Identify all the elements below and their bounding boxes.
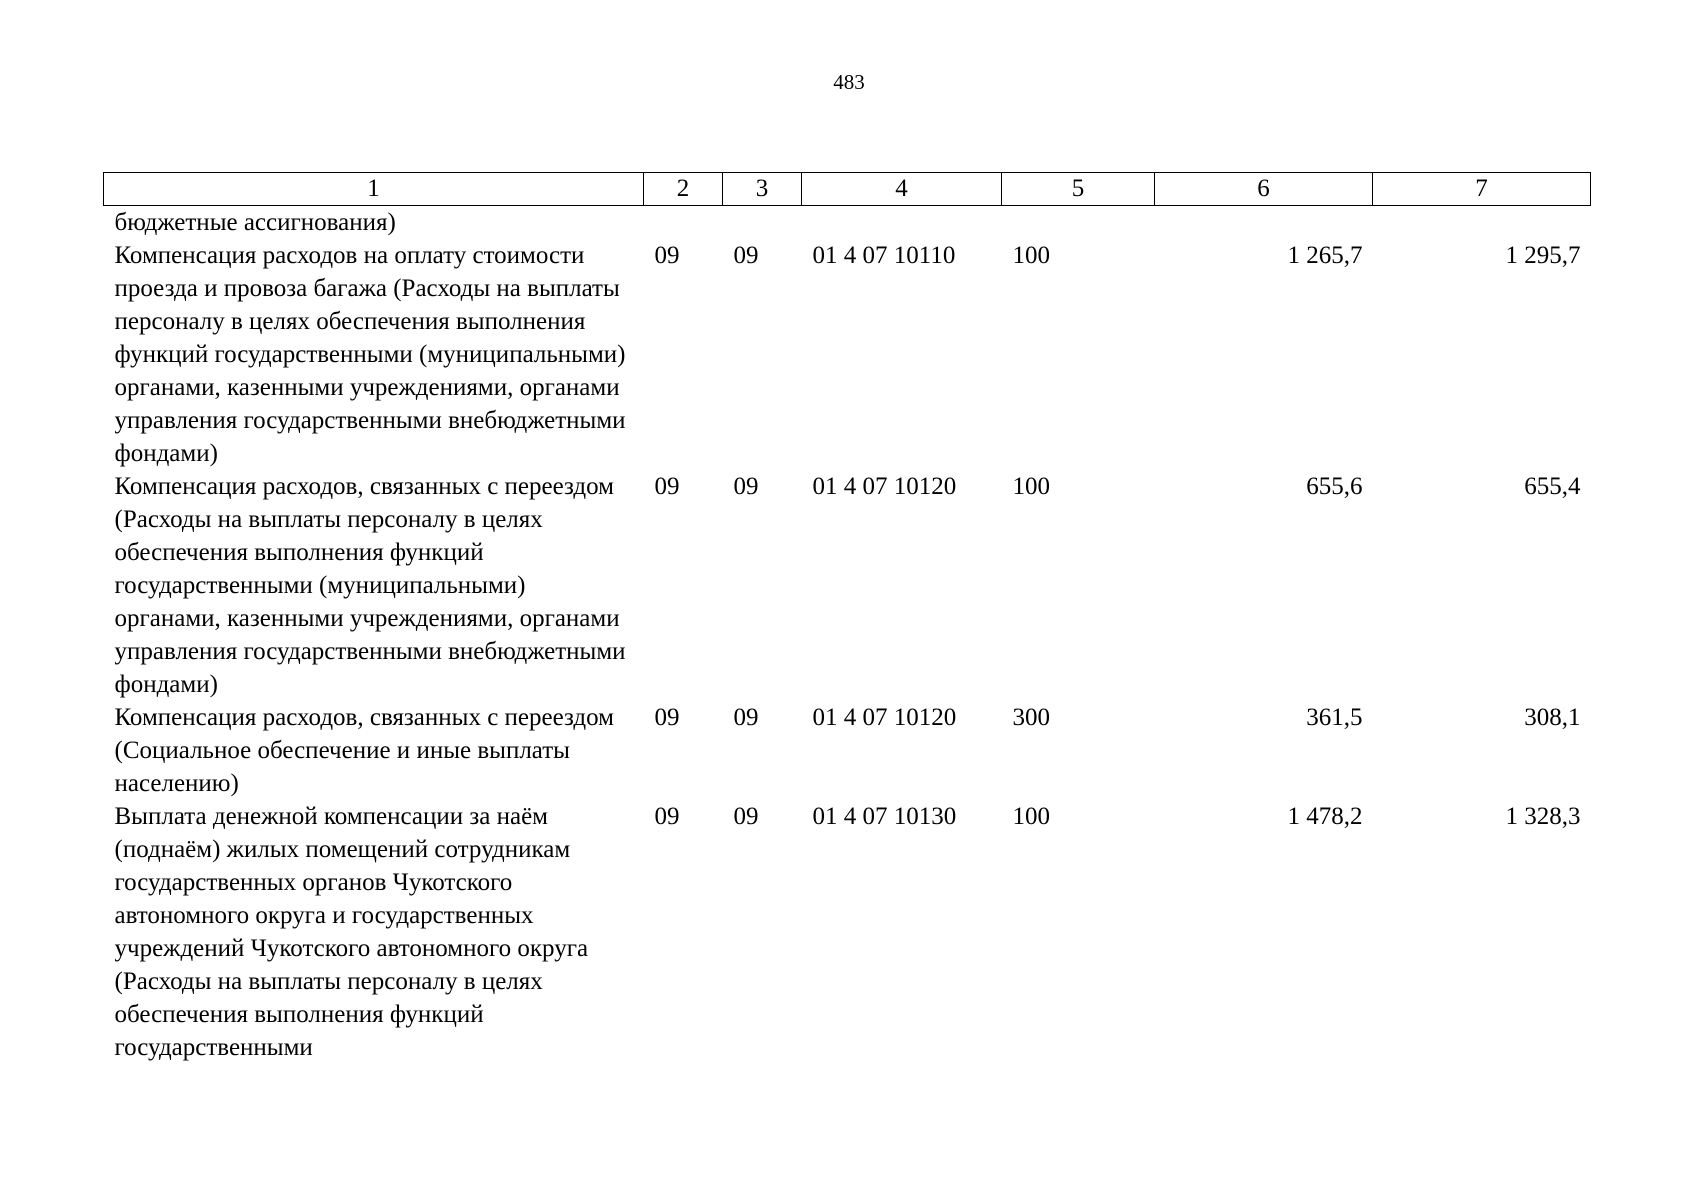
table-row	[104, 800, 1591, 1064]
header-col-6: 6	[1155, 173, 1373, 206]
row-description: Компенсация расходов, связанных с переездом (Социальное обеспечение и иные выплаты населению)	[114, 704, 614, 797]
row-section: 09	[654, 242, 680, 269]
header-col-2: 2	[644, 173, 723, 206]
row-target-article: 01 4 07 10110	[812, 242, 956, 269]
row-target-article: 01 4 07 10120	[812, 473, 957, 500]
row-target-article: 01 4 07 10120	[812, 704, 957, 731]
row-expense-type: 100	[1012, 473, 1050, 500]
table-row	[104, 239, 1591, 470]
row-amount-col7: 1 295,7	[1505, 242, 1581, 269]
row-description: Компенсация расходов на оплату стоимости проезда и провоза багажа (Расходы на выплаты персоналу в целях обеспечения выполнения функций государственными (муниципальными) органами, казенными учреждениями, органами управления государственными внебюджетными фондами)	[114, 242, 626, 467]
row-section: 09	[654, 473, 680, 500]
row-expense-type	[1002, 206, 1155, 240]
row-subsection: 09	[733, 803, 759, 830]
row-amount-col7: 655,4	[1524, 473, 1581, 500]
row-section	[644, 206, 723, 240]
header-col-4: 4	[802, 173, 1002, 206]
row-section: 09	[654, 704, 680, 731]
row-subsection	[723, 206, 802, 240]
row-subsection: 09	[733, 242, 759, 269]
header-col-1: 1	[104, 173, 644, 206]
row-section: 09	[654, 803, 680, 830]
page-number: 483	[833, 70, 865, 94]
row-description: бюджетные ассигнования)	[114, 209, 396, 236]
table-header	[104, 173, 1591, 206]
row-amount-col6: 1 478,2	[1287, 803, 1363, 830]
row-subsection: 09	[733, 704, 759, 731]
budget-table	[103, 172, 1591, 1064]
header-col-7: 7	[1373, 173, 1591, 206]
header-col-5: 5	[1002, 173, 1155, 206]
row-amount-col6	[1155, 206, 1373, 240]
table-row	[104, 470, 1591, 701]
row-amount-col7	[1373, 206, 1591, 240]
row-amount-col6: 1 265,7	[1287, 242, 1363, 269]
row-target-article	[802, 206, 1002, 240]
table-row	[104, 206, 1591, 240]
table-row	[104, 701, 1591, 800]
row-amount-col6: 361,5	[1306, 704, 1363, 731]
row-expense-type: 100	[1012, 803, 1050, 830]
row-amount-col7: 1 328,3	[1505, 803, 1581, 830]
row-description: Компенсация расходов, связанных с переездом (Расходы на выплаты персоналу в целях обеспечения выполнения функций государственными (муниципальными) органами, казенными учреждениями, органами управления государственными внебюджетными фондами)	[114, 473, 626, 698]
row-subsection: 09	[733, 473, 759, 500]
row-expense-type: 100	[1012, 242, 1050, 269]
table-body	[104, 206, 1591, 1065]
row-description: Выплата денежной компенсации за наём (поднаём) жилых помещений сотрудникам государственных органов Чукотского автономного округа и государственных учреждений Чукотского автономного округа (Расходы на выплаты персоналу в целях обеспечения выполнения функций государственными	[114, 803, 589, 1061]
row-target-article: 01 4 07 10130	[812, 803, 957, 830]
row-amount-col7: 308,1	[1524, 704, 1581, 731]
header-col-3: 3	[723, 173, 802, 206]
row-amount-col6: 655,6	[1306, 473, 1363, 500]
row-expense-type: 300	[1012, 704, 1050, 731]
header-row	[104, 173, 1591, 206]
